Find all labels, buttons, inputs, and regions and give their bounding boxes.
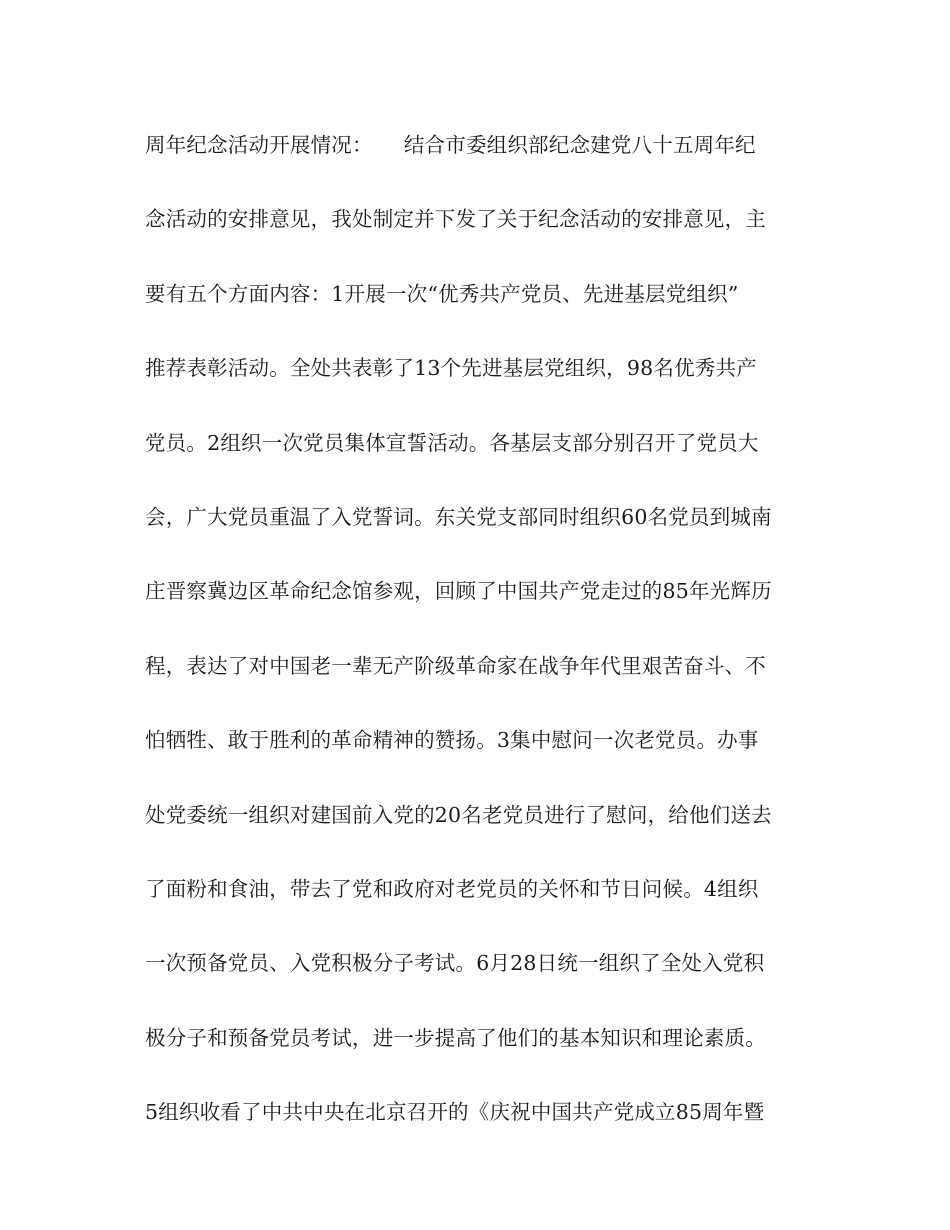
body-text: [145, 126, 815, 1167]
text-line-4: 推荐表彰活动。全处共表彰了13个先进基层党组织，98名优秀共产: [145, 356, 757, 381]
text-line-14: 5组织收看了中共中央在北京召开的《庆祝中国共产党成立85周年暨: [145, 1100, 765, 1125]
text-line-5: 党员。2组织一次党员集体宣誓活动。各基层支部分别召开了党员大: [145, 430, 759, 455]
text-line-10: 处党委统一组织对建国前入党的20名老党员进行了慰问，给他们送去: [145, 802, 772, 827]
text-line-8: 程，表达了对中国老一辈无产阶级革命家在战争年代里艰苦奋斗、不: [145, 653, 766, 678]
text-line-2: 念活动的安排意见，我处制定并下发了关于纪念活动的安排意见，主: [145, 207, 766, 232]
text-line-9: 怕牺牲、敢于胜利的革命精神的赞扬。3集中慰问一次老党员。办事: [145, 728, 759, 753]
text-line-11: 了面粉和食油，带去了党和政府对老党员的关怀和节日问候。4组织: [145, 876, 759, 901]
text-line-7: 庄晋察冀边区革命纪念馆参观，回顾了中国共产党走过的85年光辉历: [145, 579, 772, 604]
text-line-12: 一次预备党员、入党积极分子考试。6月28日统一组织了全处入党积: [145, 951, 765, 976]
text-line-3: 要有五个方面内容：1开展一次“优秀共产党员、先进基层党组织”: [145, 281, 739, 306]
text-line-1: 周年纪念活动开展情况： 结合市委组织部纪念建党八十五周年纪: [145, 133, 756, 157]
text-line-6: 会，广大党员重温了入党誓词。东关党支部同时组织60名党员到城南: [145, 504, 772, 529]
text-line-13: 极分子和预备党员考试，进一步提高了他们的基本知识和理论素质。: [145, 1025, 766, 1050]
